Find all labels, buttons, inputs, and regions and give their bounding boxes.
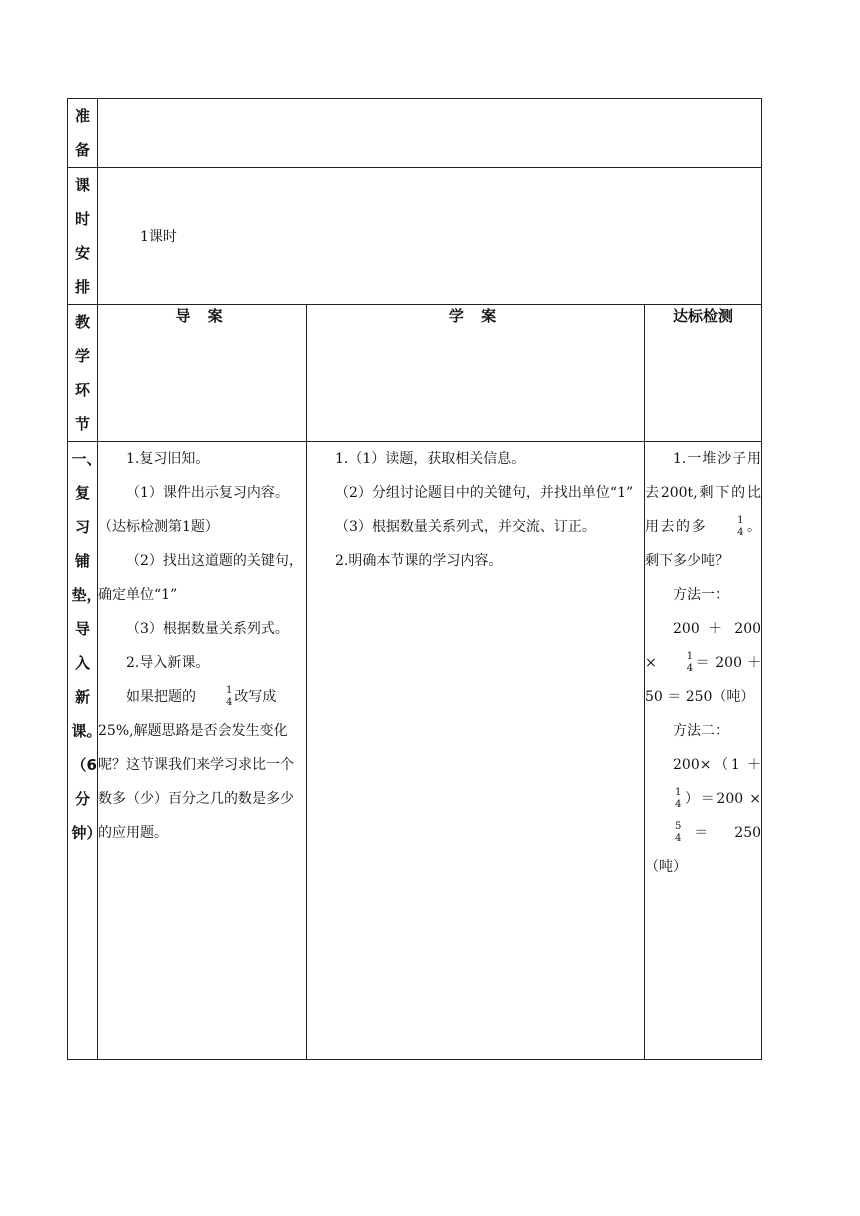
check-q1-end: 。剩下多少吨？: [645, 519, 762, 569]
lesson-plan-table: [67, 98, 762, 1060]
section-label-cell: [68, 305, 98, 442]
check-q1-fraction: [709, 515, 743, 539]
fraction-denominator: 4: [226, 697, 233, 708]
prep-label-cell: [68, 99, 98, 168]
guide-header: 导 案: [98, 305, 307, 442]
fraction-numerator: 1: [737, 515, 744, 526]
fraction-denominator: 4: [737, 527, 744, 538]
check-method2: [645, 748, 761, 884]
prep-row: [68, 99, 762, 168]
section1-label: 一、复习铺垫，导入新课。（6分钟）: [71, 450, 102, 842]
guide-p6-end: 改写成25%,解题思路是否会发生变化呢？这节课我们来学习求比一个数多（少）百分之几的数是多少的应用题。: [98, 689, 294, 841]
check-m2-mid: ）＝200 ×: [683, 791, 762, 807]
section-label: 教学环节: [74, 313, 90, 433]
guide-p4: （3）根据数量关系列式。: [126, 621, 289, 637]
study-p1: 1.（1）读题，获取相关信息。: [335, 451, 526, 467]
fraction-numerator: 1: [686, 651, 694, 662]
guide-p5: 2.导入新课。: [126, 655, 210, 671]
check-cell: [645, 442, 762, 1060]
section1-label-cell: [68, 442, 102, 1060]
check-m2-end: ＝ 250（吨）: [645, 825, 762, 875]
study-header: 学 案: [307, 305, 645, 442]
check-q1-start: 1.一堆沙子用去200t,剩下的比用去的多: [645, 451, 762, 535]
check-header: 达标检测: [645, 305, 762, 442]
fraction-numerator: 5: [675, 821, 682, 832]
section1-row: [68, 442, 762, 1060]
study-p2: （2）分组讨论题目中的关键句，并找出单位“1”: [335, 485, 634, 501]
guide-p1: 1.复习旧知。: [126, 451, 210, 467]
lesson-time-value: 1课时: [140, 228, 177, 245]
check-m2-fraction-2: [647, 821, 681, 845]
prep-label: 准备: [74, 107, 90, 159]
lesson-time-label-cell: [68, 168, 98, 305]
check-m1-end: ＝ 200 ＋ 50 ＝ 250（吨）: [645, 655, 762, 705]
fraction-denominator: 4: [675, 833, 682, 844]
fraction-denominator: 4: [686, 663, 694, 674]
guide-p6: [98, 680, 306, 850]
study-p3: （3）根据数量关系列式，并交流、订正。: [335, 519, 596, 535]
lesson-time-content-cell: [98, 168, 762, 305]
check-m1-start: 200 ＋ 200 ×: [645, 621, 762, 671]
guide-p6-start: 如果把题的: [126, 689, 196, 705]
guide-fraction: [198, 685, 232, 709]
check-method1-label: 方法一：: [673, 587, 729, 603]
lesson-time-row: [68, 168, 762, 305]
lesson-time-label: 课时安排: [74, 176, 90, 296]
check-m1-fraction: [659, 651, 693, 675]
fraction-numerator: 1: [226, 685, 233, 696]
check-m2-start: 200×（1 ＋: [673, 757, 762, 773]
prep-content-cell: [98, 99, 762, 168]
study-cell: [307, 442, 645, 1060]
fraction-numerator: 1: [675, 787, 682, 798]
study-p4: 2.明确本节课的学习内容。: [335, 553, 503, 569]
fraction-denominator: 4: [675, 799, 682, 810]
header-row: [68, 305, 762, 442]
guide-p2: （1）课件出示复习内容。（达标检测第1题）: [98, 485, 289, 535]
check-method2-label: 方法二：: [673, 723, 729, 739]
check-method1: [645, 612, 761, 714]
guide-p3: （2）找出这道题的关键句，确定单位“1”: [98, 553, 303, 603]
check-m2-fraction: [647, 787, 681, 811]
guide-cell: [98, 442, 307, 1060]
check-q1: [645, 442, 761, 578]
